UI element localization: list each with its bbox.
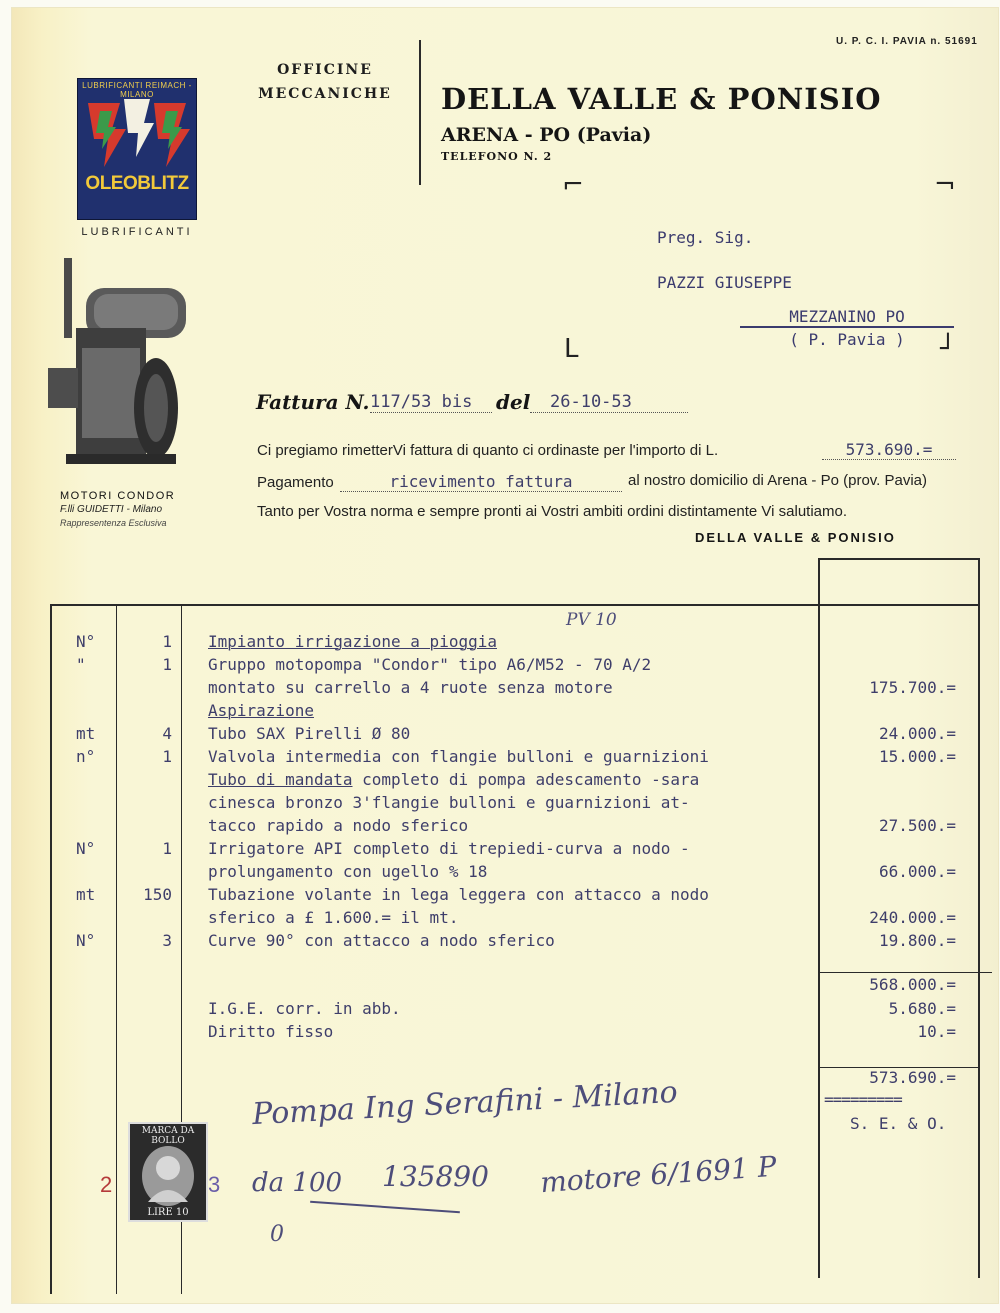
company-phone: TELEFONO N. 2 (441, 150, 553, 163)
total-amount: 573.690.= (869, 1068, 956, 1087)
ige-label: I.G.E. corr. in abb. (208, 999, 401, 1018)
item-amount: 66.000.= (878, 862, 956, 881)
item-amount: 27.500.= (878, 816, 956, 835)
item-amount (822, 699, 956, 722)
item-description: montato su carrello a 4 ruote senza motore (208, 678, 613, 697)
item-qty (120, 906, 180, 929)
item-qty (120, 791, 180, 814)
item-unit: N° (76, 931, 96, 950)
stamp-bottom-text: LIRE 10 (147, 1207, 189, 1218)
address-corner-bl: L (564, 334, 579, 364)
item-description: Tubazione volante in lega leggera con attacco a nodo (208, 885, 709, 904)
officine-line2: MECCANICHE (258, 86, 392, 102)
motori-condor: MOTORI CONDOR (60, 490, 176, 502)
logo-top-text: LUBRIFICANTI REIMACH - MILANO (82, 81, 192, 99)
lightning-icon (78, 93, 196, 173)
item-amount: 175.700.= (869, 678, 956, 697)
item-description: Tubo di mandata completo di pompa adescamento -sara (208, 770, 700, 789)
pagamento-suffix: al nostro domicilio di Arena - Po (prov. Pavia) (628, 472, 928, 489)
company-name: DELLA VALLE & PONISIO (441, 82, 882, 116)
item-qty (120, 676, 180, 699)
item-qty: 4 (162, 724, 172, 743)
errors-omissions: S. E. & O. (850, 1114, 947, 1133)
item-qty (120, 814, 180, 837)
unit-col-border (116, 604, 117, 1294)
item-amount (822, 883, 956, 906)
officine-meccaniche (250, 58, 400, 106)
invoice-number: 117/53 bis (370, 392, 492, 413)
item-unit (76, 906, 116, 929)
diritto-amount: 10.= (917, 1022, 956, 1041)
handwritten-mark: 0 (270, 1222, 284, 1247)
address-corner-tr: ¬ (934, 170, 956, 200)
item-amount: 240.000.= (869, 908, 956, 927)
diritto-label: Diritto fisso (208, 1022, 334, 1041)
item-unit: N° (76, 632, 96, 651)
margin-note: PV 10 (566, 610, 617, 630)
item-qty: 150 (143, 885, 172, 904)
item-amount: 24.000.= (878, 724, 956, 743)
total-double-line: ========= (824, 1090, 902, 1109)
item-amount (822, 768, 956, 791)
stamp-cancel-left: 2 (100, 1172, 113, 1197)
item-qty: 3 (162, 931, 172, 950)
ige-amount: 5.680.= (888, 999, 956, 1018)
pagamento-value: ricevimento fattura (340, 472, 622, 492)
item-description-underlined: Tubo di mandata (208, 770, 353, 789)
revenue-stamp (128, 1122, 208, 1222)
officine-line1: OFFICINE (277, 62, 373, 78)
fattura-label: Fattura N. (256, 390, 370, 414)
handwritten-note-2a: da 100 (252, 1168, 343, 1198)
oleoblitz-logo (77, 78, 197, 220)
item-description: Curve 90° con attacco a nodo sferico (208, 931, 555, 950)
recipient-name: PAZZI GIUSEPPE (657, 273, 792, 292)
invoice-amount: 573.690.= (822, 440, 956, 460)
guidetti-milano: F.lli GUIDETTI - Milano (60, 504, 163, 515)
item-qty (120, 768, 180, 791)
item-unit: mt (76, 724, 96, 743)
stamp-top-text: MARCA DA BOLLO (141, 1126, 195, 1146)
item-description: tacco rapido a nodo sferico (208, 816, 469, 835)
item-unit (76, 768, 116, 791)
item-qty: 1 (162, 655, 172, 674)
table-top-border (50, 604, 980, 606)
item-qty (120, 860, 180, 883)
lubrificanti-caption: LUBRIFICANTI (81, 226, 193, 238)
item-amount: 19.800.= (878, 931, 956, 950)
item-unit (76, 791, 116, 814)
item-description: Irrigatore API completo di trepiedi-curva a nodo - (208, 839, 690, 858)
pagamento-label: Pagamento (257, 474, 334, 491)
item-description: Valvola intermedia con flangie bulloni e guarnizioni (208, 747, 709, 766)
item-unit (76, 676, 116, 699)
item-description: prolungamento con ugello % 18 (208, 862, 488, 881)
del-label: del (496, 390, 531, 414)
recipient-salutation: Preg. Sig. (657, 228, 754, 247)
amount-col-right-border (978, 558, 980, 1278)
item-amount (822, 630, 956, 653)
item-unit: n° (76, 747, 96, 766)
item-unit: " (76, 655, 86, 674)
company-city: ARENA - PO (Pavia) (441, 124, 652, 146)
item-qty: 1 (162, 632, 172, 651)
item-description: cinesca bronzo 3'flangie bulloni e guarnizioni at- (208, 793, 690, 812)
address-corner-tl: ⌐ (562, 170, 584, 200)
item-unit: N° (76, 839, 96, 858)
closing-text: Tanto per Vostra norma e sempre pronti ai Vostri ambiti ordini distintamente Vi salutiamo. (257, 503, 848, 520)
engine-illustration (46, 258, 196, 476)
item-amount (822, 791, 956, 814)
item-amount (822, 837, 956, 860)
handwritten-note-1: Pompa Ing Serafini - Milano (251, 1074, 679, 1133)
item-description: sferico a £ 1.600.= il mt. (208, 908, 459, 927)
subtotal-amount: 568.000.= (869, 975, 956, 994)
recipient-town: MEZZANINO PO (740, 307, 954, 328)
item-qty: 1 (162, 747, 172, 766)
item-amount (822, 653, 956, 676)
item-unit (76, 860, 116, 883)
amount-col-top-border (818, 558, 980, 560)
stamp-portrait-icon (130, 1138, 206, 1208)
handwritten-note-2b: 135890 (382, 1160, 489, 1193)
upci-reference: U. P. C. I. PAVIA n. 51691 (836, 36, 978, 47)
item-amount: 15.000.= (878, 747, 956, 766)
handwritten-note-2c: motore 6/1691 P (539, 1149, 778, 1200)
item-description: Impianto irrigazione a pioggia (208, 632, 497, 651)
item-qty (120, 699, 180, 722)
recipient-province: ( P. Pavia ) (789, 330, 905, 349)
item-description: Gruppo motopompa "Condor" tipo A6/M52 - 70 A/2 (208, 655, 652, 674)
item-description: Aspirazione (208, 701, 314, 720)
letterhead-divider (419, 40, 421, 185)
item-unit: mt (76, 885, 96, 904)
item-unit (76, 699, 116, 722)
item-description: Tubo SAX Pirelli Ø 80 (208, 724, 411, 743)
subtotal-rule (820, 972, 992, 973)
item-qty: 1 (162, 839, 172, 858)
stamp-cancel-right: 3 (208, 1172, 221, 1197)
address-corner-br: ┘ (940, 334, 956, 364)
logo-brand-name: OLEOBLITZ (85, 173, 189, 194)
item-unit (76, 814, 116, 837)
table-left-border (50, 604, 52, 1294)
invoice-intro: Ci pregiamo rimetterVi fattura di quanto ci ordinaste per l'importo di L. (257, 442, 719, 459)
signature-line: DELLA VALLE & PONISIO (695, 530, 896, 545)
rappresentanza: Rappresentenza Esclusiva (60, 518, 167, 528)
invoice-date: 26-10-53 (530, 392, 688, 413)
